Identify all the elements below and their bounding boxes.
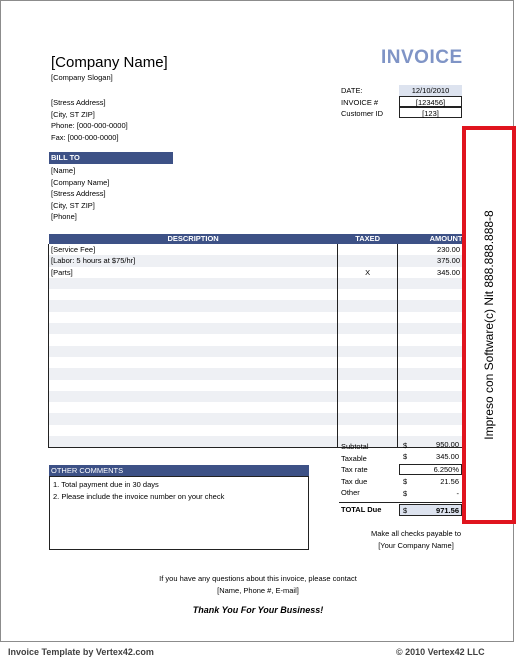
tax-due-value: 21.56 [440,477,459,486]
table-row [49,267,463,278]
company-address [51,97,128,143]
item-description[interactable] [49,346,338,357]
comment-line-1: 1. Total payment due in 30 days [53,480,159,489]
bill-to-name: [Name] [51,166,76,175]
item-taxed[interactable] [338,413,398,424]
bill-to-phone: [Phone] [51,212,77,221]
item-taxed[interactable] [338,425,398,436]
item-taxed[interactable] [338,402,398,413]
questions-note [51,573,465,596]
table-row [49,334,463,345]
table-row [49,244,463,255]
item-taxed[interactable] [338,244,398,255]
company-name: [Company Name] [51,54,168,71]
item-amount[interactable] [398,391,463,402]
item-amount[interactable]: 375.00 [398,255,463,266]
item-amount[interactable] [398,334,463,345]
taxable-currency: $ [403,452,408,461]
customer-id-label: Customer ID [341,109,384,118]
item-taxed[interactable] [338,255,398,266]
item-description[interactable] [49,334,338,345]
item-taxed[interactable] [338,380,398,391]
item-taxed[interactable] [338,334,398,345]
item-description[interactable]: [Parts] [49,267,338,278]
thank-you-message: Thank You For Your Business! [192,605,324,615]
tax-due-label: Tax due [341,476,368,486]
item-description[interactable] [49,380,338,391]
description-header: DESCRIPTION [49,234,338,244]
line-items-table [48,234,463,448]
item-amount[interactable] [398,323,463,334]
item-amount[interactable] [398,278,463,289]
tax-rate-value[interactable]: 6.250% [433,465,459,474]
totals-divider [339,502,463,503]
table-row [49,323,463,334]
table-row [49,368,463,379]
bill-to-header: BILL TO [49,152,173,164]
table-row [49,380,463,391]
item-description[interactable] [49,425,338,436]
other-label: Other [341,488,360,497]
payable-line-1: Make all checks payable to [370,529,462,538]
item-taxed[interactable] [338,391,398,402]
item-description[interactable] [49,402,338,413]
customer-id-value[interactable]: [123] [399,107,462,118]
payable-line-2: [Your Company Name] [378,540,454,550]
item-amount[interactable]: 230.00 [398,244,463,255]
taxable-label: Taxable [341,453,367,463]
item-amount[interactable] [398,425,463,436]
questions-line-2: [Name, Phone #, E-mail] [217,585,299,595]
invoice-title: INVOICE [381,47,463,68]
table-row [49,346,463,357]
item-description[interactable] [49,368,338,379]
comment-line-2: 2. Please include the invoice number on your check [53,491,225,501]
line-items-header-row [49,234,463,244]
date-value[interactable]: 12/10/2010 [399,85,462,96]
company-slogan: [Company Slogan] [51,73,113,82]
amount-header: AMOUNT [398,234,463,244]
table-row [49,300,463,311]
invoice-number-value[interactable]: [123456] [399,96,462,107]
item-amount[interactable] [398,402,463,413]
table-row [49,425,463,436]
item-amount[interactable] [398,346,463,357]
item-taxed[interactable] [338,278,398,289]
total-due-currency: $ [403,506,408,515]
payable-note [341,528,491,551]
bill-to-lines [51,165,109,223]
item-taxed[interactable] [338,289,398,300]
item-description[interactable] [49,391,338,402]
table-row [49,289,463,300]
invoice-number-label: INVOICE # [341,97,379,107]
bill-to-company: [Company Name] [51,177,110,187]
other-value[interactable]: - [456,489,459,498]
table-row [49,436,463,447]
line-items-body [49,244,463,447]
item-amount[interactable] [398,289,463,300]
item-taxed[interactable] [338,357,398,368]
item-description[interactable] [49,300,338,311]
table-row [49,413,463,424]
company-phone: Phone: [000-000-0000] [51,121,128,130]
item-taxed[interactable] [338,312,398,323]
item-amount[interactable] [398,300,463,311]
tax-due-currency: $ [403,477,408,486]
taxable-value: 345.00 [436,452,459,461]
table-row [49,357,463,368]
questions-line-1: If you have any questions about this invoice, please contact [159,574,357,583]
item-taxed[interactable] [338,368,398,379]
bill-to-city: [City, ST ZIP] [51,200,95,210]
total-due-value: 971.56 [436,506,459,515]
item-description[interactable] [49,312,338,323]
other-comments-header: OTHER COMMENTS [49,465,309,476]
company-city: [City, ST ZIP] [51,109,95,119]
total-due-label: TOTAL Due [341,505,382,514]
table-row [49,278,463,289]
item-description[interactable] [49,278,338,289]
company-fax: Fax: [000-000-0000] [51,132,119,142]
table-row [49,255,463,266]
subtotal-value: 950.00 [436,440,459,449]
date-label: DATE: [341,86,363,95]
table-row [49,312,463,323]
item-taxed[interactable] [338,300,398,311]
footer-copyright: © 2010 Vertex42 LLC [396,647,485,657]
taxed-header: TAXED [338,234,398,244]
subtotal-label: Subtotal [341,442,369,451]
other-comments-box[interactable] [49,476,309,550]
item-description[interactable] [49,323,338,334]
footer-template-credit[interactable]: Invoice Template by Vertex42.com [8,647,154,657]
printed-by-stamp [462,126,516,524]
item-taxed[interactable]: X [338,267,398,278]
item-amount[interactable] [398,357,463,368]
item-description[interactable] [49,436,338,447]
item-amount[interactable] [398,312,463,323]
item-amount[interactable] [398,380,463,391]
item-taxed[interactable] [338,346,398,357]
item-description[interactable] [49,289,338,300]
item-description[interactable]: [Service Fee] [49,244,338,255]
company-street: [Stress Address] [51,98,106,107]
invoice-meta-labels [341,85,383,120]
table-row [49,391,463,402]
item-description[interactable] [49,357,338,368]
totals-labels [341,441,369,499]
tax-rate-label: Tax rate [341,465,368,474]
stamp-text: Impreso con Software(c) Nit 888.888.888-8 [482,210,496,440]
other-currency: $ [403,489,408,498]
table-row [49,402,463,413]
item-amount[interactable] [398,413,463,424]
item-taxed[interactable] [338,323,398,334]
item-amount[interactable]: 345.00 [398,267,463,278]
subtotal-currency: $ [403,441,408,450]
bill-to-street: [Stress Address] [51,189,106,198]
item-amount[interactable] [398,368,463,379]
item-description[interactable] [49,413,338,424]
item-description[interactable]: [Labor: 5 hours at $75/hr] [49,255,338,266]
